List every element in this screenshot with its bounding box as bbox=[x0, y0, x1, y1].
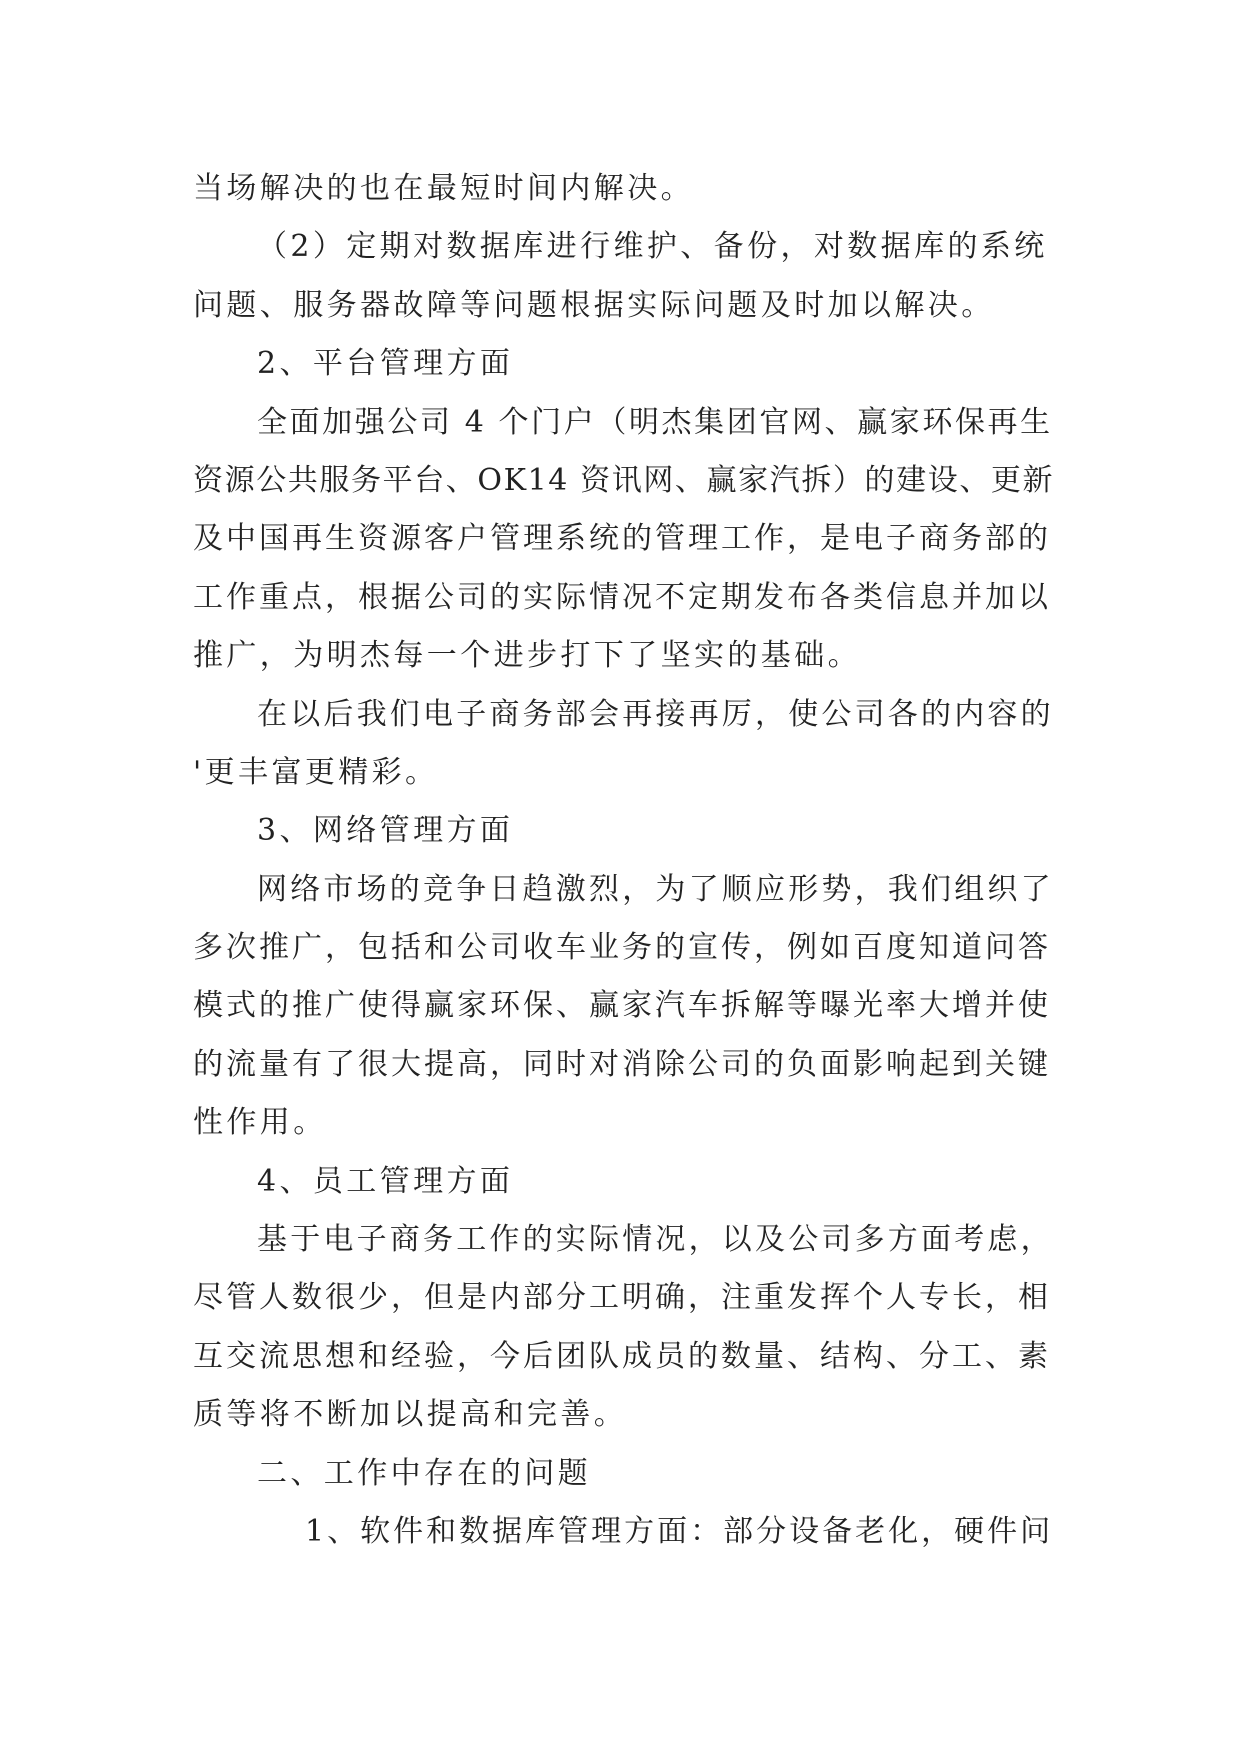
body-line: 性作用。 bbox=[193, 1105, 327, 1141]
section-heading: 2、平台管理方面 bbox=[257, 346, 514, 382]
section-heading: 二、工作中存在的问题 bbox=[257, 1455, 591, 1491]
body-line: 1、软件和数据库管理方面：部分设备老化，硬件问 bbox=[305, 1513, 1054, 1549]
section-heading: 3、网络管理方面 bbox=[257, 813, 514, 849]
body-line: 网络市场的竞争日趋激烈，为了顺应形势，我们组织了 bbox=[257, 871, 1054, 907]
body-line: 互交流思想和经验，今后团队成员的数量、结构、分工、素 bbox=[193, 1338, 1051, 1374]
document-body bbox=[193, 160, 1055, 1561]
body-line: 资源公共服务平台、OK14 资讯网、赢家汽拆）的建设、更新 bbox=[193, 462, 1055, 498]
body-line: 基于电子商务工作的实际情况，以及公司多方面考虑， bbox=[257, 1222, 1054, 1258]
body-line: 及中国再生资源客户管理系统的管理工作，是电子商务部的 bbox=[193, 521, 1051, 557]
body-line: 问题、服务器故障等问题根据实际问题及时加以解决。 bbox=[193, 287, 995, 323]
body-line: 尽管人数很少，但是内部分工明确，注重发挥个人专长，相 bbox=[193, 1280, 1051, 1316]
section-heading: 4、员工管理方面 bbox=[257, 1163, 514, 1199]
body-line: 的流量有了很大提高，同时对消除公司的负面影响起到关键 bbox=[193, 1046, 1051, 1082]
body-line: 多次推广，包括和公司收车业务的宣传，例如百度知道问答 bbox=[193, 930, 1051, 966]
body-line: 模式的推广使得赢家环保、赢家汽车拆解等曝光率大增并使 bbox=[193, 988, 1051, 1024]
body-line: 质等将不断加以提高和完善。 bbox=[193, 1397, 628, 1433]
body-line: 在以后我们电子商务部会再接再厉，使公司各的内容的 bbox=[257, 696, 1054, 732]
body-line: 全面加强公司 4 个门户（明杰集团官网、赢家环保再生 bbox=[257, 404, 1053, 440]
body-line: 当场解决的也在最短时间内解决。 bbox=[193, 171, 694, 206]
body-line: 工作重点，根据公司的实际情况不定期发布各类信息并加以 bbox=[193, 579, 1051, 615]
body-line: （2）定期对数据库进行维护、备份，对数据库的系统 bbox=[257, 229, 1048, 265]
body-line: '更丰富更精彩。 bbox=[193, 754, 439, 790]
body-line: 推广，为明杰每一个进步打下了坚实的基础。 bbox=[193, 638, 861, 674]
